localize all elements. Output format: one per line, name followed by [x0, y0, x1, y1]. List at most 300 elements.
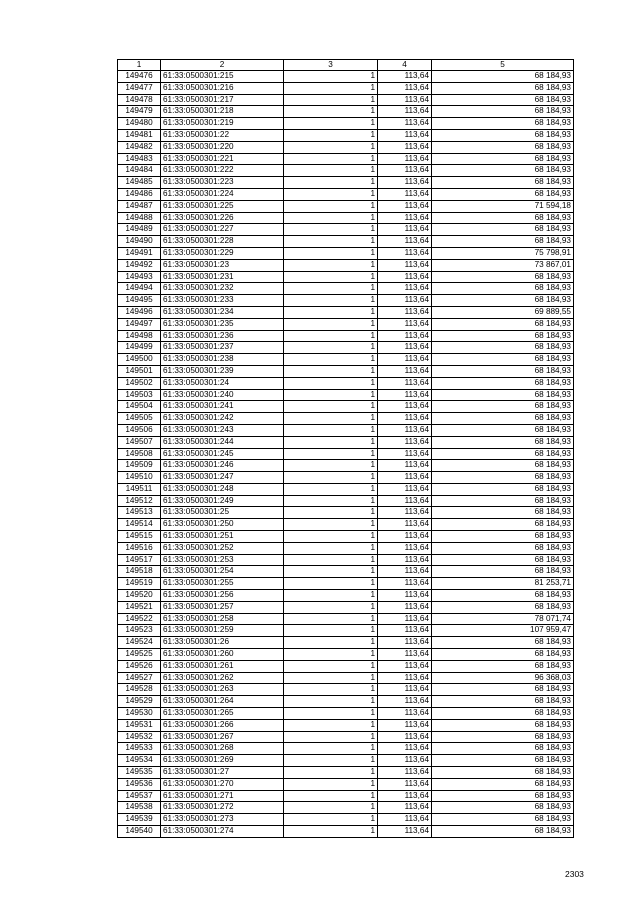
column-header-5: 5: [432, 60, 574, 71]
row-number-cell: 149513: [118, 507, 161, 519]
value-cell: 68 184,93: [432, 188, 574, 200]
area-cell: 113,64: [378, 672, 432, 684]
value-cell: 78 071,74: [432, 613, 574, 625]
table-row: [118, 649, 574, 661]
area-cell: 113,64: [378, 271, 432, 283]
value-cell: 68 184,93: [432, 71, 574, 83]
table-row: [118, 236, 574, 248]
area-cell: 113,64: [378, 826, 432, 838]
table-row: [118, 365, 574, 377]
area-cell: 113,64: [378, 71, 432, 83]
count-cell: 1: [284, 342, 378, 354]
table-row: [118, 224, 574, 236]
count-cell: 1: [284, 354, 378, 366]
cadastral-number-cell: 61:33:0500301:242: [161, 413, 284, 425]
row-number-cell: 149516: [118, 542, 161, 554]
cadastral-number-cell: 61:33:0500301:23: [161, 259, 284, 271]
row-number-cell: 149522: [118, 613, 161, 625]
table-row: [118, 495, 574, 507]
table-row: [118, 153, 574, 165]
area-cell: 113,64: [378, 354, 432, 366]
table-row: [118, 590, 574, 602]
table-row: [118, 625, 574, 637]
cadastral-number-cell: 61:33:0500301:272: [161, 802, 284, 814]
cadastral-number-cell: 61:33:0500301:217: [161, 94, 284, 106]
row-number-cell: 149521: [118, 601, 161, 613]
value-cell: 68 184,93: [432, 129, 574, 141]
cadastral-number-cell: 61:33:0500301:225: [161, 200, 284, 212]
area-cell: 113,64: [378, 790, 432, 802]
registry-table: [117, 59, 574, 838]
value-cell: 68 184,93: [432, 283, 574, 295]
cadastral-number-cell: 61:33:0500301:258: [161, 613, 284, 625]
value-cell: 68 184,93: [432, 354, 574, 366]
value-cell: 68 184,93: [432, 413, 574, 425]
area-cell: 113,64: [378, 177, 432, 189]
cadastral-number-cell: 61:33:0500301:215: [161, 71, 284, 83]
table-row: [118, 306, 574, 318]
count-cell: 1: [284, 519, 378, 531]
table-row: [118, 743, 574, 755]
area-cell: 113,64: [378, 731, 432, 743]
area-cell: 113,64: [378, 330, 432, 342]
table-row: [118, 731, 574, 743]
count-cell: 1: [284, 94, 378, 106]
area-cell: 113,64: [378, 283, 432, 295]
area-cell: 113,64: [378, 342, 432, 354]
count-cell: 1: [284, 767, 378, 779]
cadastral-number-cell: 61:33:0500301:241: [161, 401, 284, 413]
area-cell: 113,64: [378, 448, 432, 460]
cadastral-number-cell: 61:33:0500301:259: [161, 625, 284, 637]
count-cell: 1: [284, 696, 378, 708]
table-row: [118, 247, 574, 259]
value-cell: 68 184,93: [432, 342, 574, 354]
area-cell: 113,64: [378, 389, 432, 401]
area-cell: 113,64: [378, 483, 432, 495]
cadastral-number-cell: 61:33:0500301:256: [161, 590, 284, 602]
cadastral-number-cell: 61:33:0500301:222: [161, 165, 284, 177]
table-row: [118, 295, 574, 307]
count-cell: 1: [284, 247, 378, 259]
row-number-cell: 149526: [118, 660, 161, 672]
row-number-cell: 149525: [118, 649, 161, 661]
table-row: [118, 318, 574, 330]
table-row: [118, 767, 574, 779]
cadastral-number-cell: 61:33:0500301:231: [161, 271, 284, 283]
count-cell: 1: [284, 660, 378, 672]
cadastral-number-cell: 61:33:0500301:221: [161, 153, 284, 165]
row-number-cell: 149518: [118, 566, 161, 578]
area-cell: 113,64: [378, 224, 432, 236]
row-number-cell: 149476: [118, 71, 161, 83]
row-number-cell: 149501: [118, 365, 161, 377]
value-cell: 68 184,93: [432, 519, 574, 531]
area-cell: 113,64: [378, 578, 432, 590]
count-cell: 1: [284, 755, 378, 767]
row-number-cell: 149527: [118, 672, 161, 684]
area-cell: 113,64: [378, 200, 432, 212]
table-row: [118, 342, 574, 354]
cadastral-number-cell: 61:33:0500301:234: [161, 306, 284, 318]
row-number-cell: 149512: [118, 495, 161, 507]
row-number-cell: 149502: [118, 377, 161, 389]
table-row: [118, 613, 574, 625]
row-number-cell: 149479: [118, 106, 161, 118]
table-row: [118, 141, 574, 153]
table-row: [118, 436, 574, 448]
table-row: [118, 802, 574, 814]
value-cell: 68 184,93: [432, 483, 574, 495]
cadastral-number-cell: 61:33:0500301:238: [161, 354, 284, 366]
count-cell: 1: [284, 413, 378, 425]
count-cell: 1: [284, 129, 378, 141]
row-number-cell: 149490: [118, 236, 161, 248]
header-row: [118, 60, 574, 71]
table-row: [118, 719, 574, 731]
value-cell: 68 184,93: [432, 295, 574, 307]
count-cell: 1: [284, 731, 378, 743]
count-cell: 1: [284, 578, 378, 590]
row-number-cell: 149483: [118, 153, 161, 165]
value-cell: 68 184,93: [432, 696, 574, 708]
area-cell: 113,64: [378, 743, 432, 755]
row-number-cell: 149539: [118, 814, 161, 826]
area-cell: 113,64: [378, 649, 432, 661]
count-cell: 1: [284, 436, 378, 448]
count-cell: 1: [284, 377, 378, 389]
table-row: [118, 778, 574, 790]
area-cell: 113,64: [378, 460, 432, 472]
area-cell: 113,64: [378, 554, 432, 566]
value-cell: 68 184,93: [432, 755, 574, 767]
cadastral-number-cell: 61:33:0500301:252: [161, 542, 284, 554]
table-row: [118, 283, 574, 295]
count-cell: 1: [284, 271, 378, 283]
row-number-cell: 149530: [118, 708, 161, 720]
row-number-cell: 149496: [118, 306, 161, 318]
cadastral-number-cell: 61:33:0500301:247: [161, 472, 284, 484]
cadastral-number-cell: 61:33:0500301:224: [161, 188, 284, 200]
value-cell: 68 184,93: [432, 531, 574, 543]
cadastral-number-cell: 61:33:0500301:27: [161, 767, 284, 779]
row-number-cell: 149537: [118, 790, 161, 802]
cadastral-number-cell: 61:33:0500301:265: [161, 708, 284, 720]
cadastral-number-cell: 61:33:0500301:270: [161, 778, 284, 790]
value-cell: 68 184,93: [432, 743, 574, 755]
table-row: [118, 684, 574, 696]
count-cell: 1: [284, 778, 378, 790]
value-cell: 68 184,93: [432, 554, 574, 566]
table-row: [118, 542, 574, 554]
area-cell: 113,64: [378, 306, 432, 318]
cadastral-number-cell: 61:33:0500301:232: [161, 283, 284, 295]
value-cell: 107 959,47: [432, 625, 574, 637]
area-cell: 113,64: [378, 413, 432, 425]
row-number-cell: 149498: [118, 330, 161, 342]
cadastral-number-cell: 61:33:0500301:228: [161, 236, 284, 248]
table-row: [118, 507, 574, 519]
cadastral-number-cell: 61:33:0500301:264: [161, 696, 284, 708]
count-cell: 1: [284, 118, 378, 130]
row-number-cell: 149507: [118, 436, 161, 448]
value-cell: 68 184,93: [432, 649, 574, 661]
table-row: [118, 271, 574, 283]
count-cell: 1: [284, 365, 378, 377]
area-cell: 113,64: [378, 601, 432, 613]
row-number-cell: 149510: [118, 472, 161, 484]
area-cell: 113,64: [378, 542, 432, 554]
table-row: [118, 200, 574, 212]
area-cell: 113,64: [378, 377, 432, 389]
count-cell: 1: [284, 424, 378, 436]
row-number-cell: 149505: [118, 413, 161, 425]
cadastral-number-cell: 61:33:0500301:262: [161, 672, 284, 684]
area-cell: 113,64: [378, 247, 432, 259]
count-cell: 1: [284, 672, 378, 684]
table-row: [118, 460, 574, 472]
cadastral-number-cell: 61:33:0500301:26: [161, 637, 284, 649]
cadastral-number-cell: 61:33:0500301:24: [161, 377, 284, 389]
cadastral-number-cell: 61:33:0500301:274: [161, 826, 284, 838]
column-header-3: 3: [284, 60, 378, 71]
table-row: [118, 259, 574, 271]
area-cell: 113,64: [378, 129, 432, 141]
value-cell: 68 184,93: [432, 790, 574, 802]
row-number-cell: 149514: [118, 519, 161, 531]
row-number-cell: 149477: [118, 82, 161, 94]
cadastral-number-cell: 61:33:0500301:260: [161, 649, 284, 661]
value-cell: 68 184,93: [432, 141, 574, 153]
area-cell: 113,64: [378, 318, 432, 330]
cadastral-number-cell: 61:33:0500301:248: [161, 483, 284, 495]
cadastral-number-cell: 61:33:0500301:251: [161, 531, 284, 543]
table-row: [118, 389, 574, 401]
row-number-cell: 149494: [118, 283, 161, 295]
area-cell: 113,64: [378, 755, 432, 767]
value-cell: 68 184,93: [432, 224, 574, 236]
table-row: [118, 814, 574, 826]
row-number-cell: 149523: [118, 625, 161, 637]
table-row: [118, 483, 574, 495]
value-cell: 68 184,93: [432, 165, 574, 177]
count-cell: 1: [284, 483, 378, 495]
value-cell: 68 184,93: [432, 601, 574, 613]
cadastral-number-cell: 61:33:0500301:250: [161, 519, 284, 531]
value-cell: 68 184,93: [432, 424, 574, 436]
count-cell: 1: [284, 637, 378, 649]
value-cell: 68 184,93: [432, 731, 574, 743]
table-row: [118, 82, 574, 94]
count-cell: 1: [284, 165, 378, 177]
cadastral-number-cell: 61:33:0500301:271: [161, 790, 284, 802]
count-cell: 1: [284, 826, 378, 838]
count-cell: 1: [284, 531, 378, 543]
cadastral-number-cell: 61:33:0500301:273: [161, 814, 284, 826]
cadastral-number-cell: 61:33:0500301:269: [161, 755, 284, 767]
value-cell: 68 184,93: [432, 566, 574, 578]
value-cell: 68 184,93: [432, 436, 574, 448]
row-number-cell: 149508: [118, 448, 161, 460]
row-number-cell: 149495: [118, 295, 161, 307]
table-row: [118, 424, 574, 436]
area-cell: 113,64: [378, 708, 432, 720]
area-cell: 113,64: [378, 212, 432, 224]
count-cell: 1: [284, 542, 378, 554]
table-row: [118, 519, 574, 531]
count-cell: 1: [284, 283, 378, 295]
count-cell: 1: [284, 684, 378, 696]
count-cell: 1: [284, 613, 378, 625]
value-cell: 68 184,93: [432, 637, 574, 649]
row-number-cell: 149533: [118, 743, 161, 755]
count-cell: 1: [284, 554, 378, 566]
count-cell: 1: [284, 566, 378, 578]
row-number-cell: 149480: [118, 118, 161, 130]
count-cell: 1: [284, 71, 378, 83]
count-cell: 1: [284, 212, 378, 224]
cadastral-number-cell: 61:33:0500301:219: [161, 118, 284, 130]
cadastral-number-cell: 61:33:0500301:233: [161, 295, 284, 307]
page-number: 2303: [565, 869, 584, 879]
area-cell: 113,64: [378, 613, 432, 625]
cadastral-number-cell: 61:33:0500301:257: [161, 601, 284, 613]
count-cell: 1: [284, 495, 378, 507]
count-cell: 1: [284, 472, 378, 484]
area-cell: 113,64: [378, 590, 432, 602]
table-row: [118, 165, 574, 177]
cadastral-number-cell: 61:33:0500301:255: [161, 578, 284, 590]
table-row: [118, 94, 574, 106]
value-cell: 68 184,93: [432, 719, 574, 731]
count-cell: 1: [284, 389, 378, 401]
row-number-cell: 149536: [118, 778, 161, 790]
table-row: [118, 826, 574, 838]
count-cell: 1: [284, 318, 378, 330]
value-cell: 68 184,93: [432, 118, 574, 130]
area-cell: 113,64: [378, 472, 432, 484]
count-cell: 1: [284, 448, 378, 460]
count-cell: 1: [284, 719, 378, 731]
area-cell: 113,64: [378, 660, 432, 672]
area-cell: 113,64: [378, 188, 432, 200]
row-number-cell: 149491: [118, 247, 161, 259]
count-cell: 1: [284, 590, 378, 602]
row-number-cell: 149535: [118, 767, 161, 779]
column-header-4: 4: [378, 60, 432, 71]
area-cell: 113,64: [378, 696, 432, 708]
value-cell: 71 594,18: [432, 200, 574, 212]
value-cell: 68 184,93: [432, 542, 574, 554]
row-number-cell: 149497: [118, 318, 161, 330]
area-cell: 113,64: [378, 814, 432, 826]
area-cell: 113,64: [378, 507, 432, 519]
value-cell: 68 184,93: [432, 106, 574, 118]
table-row: [118, 660, 574, 672]
count-cell: 1: [284, 649, 378, 661]
count-cell: 1: [284, 259, 378, 271]
count-cell: 1: [284, 460, 378, 472]
count-cell: 1: [284, 708, 378, 720]
area-cell: 113,64: [378, 424, 432, 436]
cadastral-number-cell: 61:33:0500301:254: [161, 566, 284, 578]
area-cell: 113,64: [378, 625, 432, 637]
table-row: [118, 637, 574, 649]
value-cell: 68 184,93: [432, 401, 574, 413]
table-body: [118, 71, 574, 838]
cadastral-number-cell: 61:33:0500301:226: [161, 212, 284, 224]
table-row: [118, 129, 574, 141]
value-cell: 68 184,93: [432, 472, 574, 484]
row-number-cell: 149492: [118, 259, 161, 271]
area-cell: 113,64: [378, 118, 432, 130]
row-number-cell: 149506: [118, 424, 161, 436]
cadastral-number-cell: 61:33:0500301:235: [161, 318, 284, 330]
count-cell: 1: [284, 743, 378, 755]
cadastral-number-cell: 61:33:0500301:237: [161, 342, 284, 354]
value-cell: 68 184,93: [432, 389, 574, 401]
value-cell: 68 184,93: [432, 94, 574, 106]
area-cell: 113,64: [378, 778, 432, 790]
cadastral-number-cell: 61:33:0500301:220: [161, 141, 284, 153]
count-cell: 1: [284, 82, 378, 94]
cadastral-number-cell: 61:33:0500301:266: [161, 719, 284, 731]
cadastral-number-cell: 61:33:0500301:244: [161, 436, 284, 448]
cadastral-number-cell: 61:33:0500301:218: [161, 106, 284, 118]
area-cell: 113,64: [378, 94, 432, 106]
row-number-cell: 149515: [118, 531, 161, 543]
table-header: [118, 60, 574, 71]
column-header-2: 2: [161, 60, 284, 71]
value-cell: 68 184,93: [432, 330, 574, 342]
cadastral-number-cell: 61:33:0500301:22: [161, 129, 284, 141]
row-number-cell: 149503: [118, 389, 161, 401]
row-number-cell: 149529: [118, 696, 161, 708]
count-cell: 1: [284, 625, 378, 637]
table-row: [118, 177, 574, 189]
value-cell: 68 184,93: [432, 212, 574, 224]
value-cell: 73 867,01: [432, 259, 574, 271]
row-number-cell: 149504: [118, 401, 161, 413]
value-cell: 68 184,93: [432, 448, 574, 460]
table-row: [118, 354, 574, 366]
row-number-cell: 149488: [118, 212, 161, 224]
table-row: [118, 71, 574, 83]
cadastral-number-cell: 61:33:0500301:243: [161, 424, 284, 436]
count-cell: 1: [284, 106, 378, 118]
row-number-cell: 149484: [118, 165, 161, 177]
value-cell: 68 184,93: [432, 236, 574, 248]
table-row: [118, 118, 574, 130]
table-row: [118, 531, 574, 543]
area-cell: 113,64: [378, 259, 432, 271]
row-number-cell: 149486: [118, 188, 161, 200]
value-cell: 96 368,03: [432, 672, 574, 684]
table-row: [118, 566, 574, 578]
row-number-cell: 149489: [118, 224, 161, 236]
row-number-cell: 149500: [118, 354, 161, 366]
area-cell: 113,64: [378, 295, 432, 307]
row-number-cell: 149485: [118, 177, 161, 189]
row-number-cell: 149538: [118, 802, 161, 814]
area-cell: 113,64: [378, 401, 432, 413]
row-number-cell: 149540: [118, 826, 161, 838]
value-cell: 68 184,93: [432, 507, 574, 519]
table-row: [118, 188, 574, 200]
table-row: [118, 401, 574, 413]
area-cell: 113,64: [378, 436, 432, 448]
area-cell: 113,64: [378, 153, 432, 165]
